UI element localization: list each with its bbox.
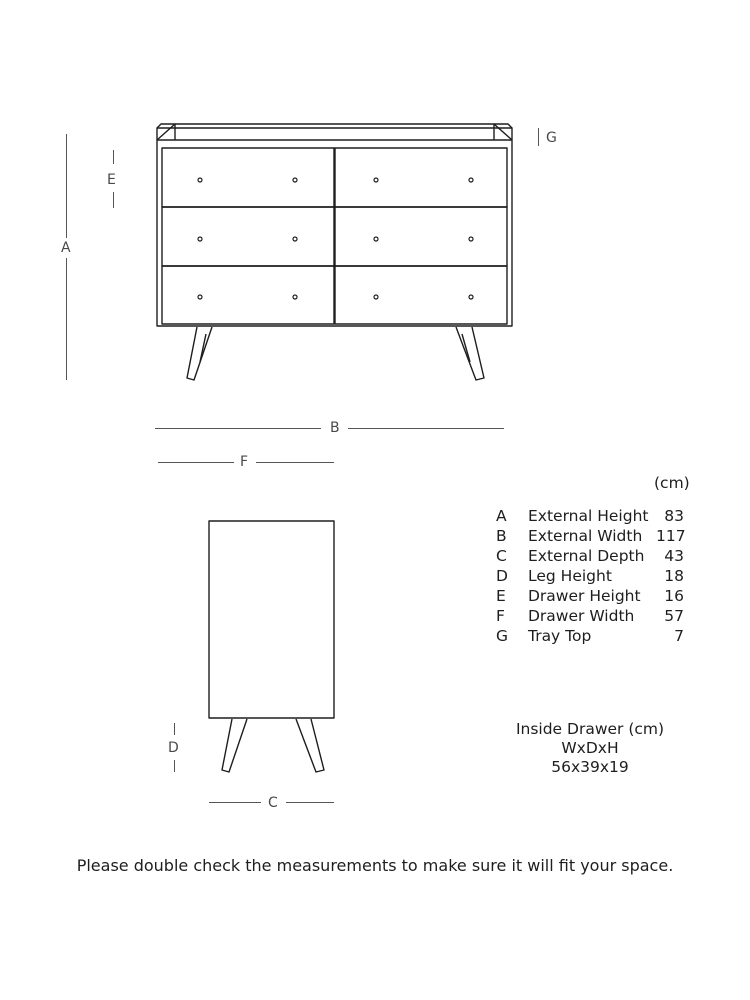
dim-label-f: F [240, 454, 249, 470]
inside-drawer-format: WxDxH [561, 739, 619, 757]
dim-label-b: B [330, 420, 340, 436]
inside-drawer-value: 56x39x19 [551, 758, 629, 776]
row-letter: B [496, 527, 507, 545]
dim-b-line-right [348, 428, 504, 429]
row-name: Tray Top [528, 627, 592, 645]
row-letter: C [496, 547, 507, 565]
dim-b-line-left [155, 428, 321, 429]
dim-label-e: E [107, 172, 116, 188]
table-row [496, 626, 684, 646]
chest-side-view [209, 521, 334, 772]
drawer-right-2 [335, 207, 507, 266]
table-row [496, 526, 684, 546]
row-name: External Depth [528, 547, 645, 565]
row-value: 16 [664, 587, 684, 605]
dim-e-line-top [113, 150, 114, 164]
table-row [496, 566, 684, 586]
row-name: Drawer Height [528, 587, 641, 605]
dim-g-line [538, 128, 539, 146]
dim-label-c: C [268, 795, 278, 811]
dim-f-line-right [256, 462, 334, 463]
dim-label-a: A [61, 240, 71, 256]
dim-c-line-right [286, 802, 334, 803]
row-name: External Height [528, 507, 649, 525]
row-letter: G [496, 627, 509, 645]
dim-label-d: D [168, 740, 179, 756]
row-name: Drawer Width [528, 607, 635, 625]
row-letter: F [496, 607, 505, 625]
measurement-table [496, 506, 684, 646]
row-value: 83 [664, 507, 684, 525]
chest-front-view [157, 124, 512, 380]
row-value: 18 [664, 567, 684, 585]
dim-f-line-left [158, 462, 234, 463]
front-legs [187, 327, 484, 380]
drawer-right-3 [335, 266, 507, 324]
table-row [496, 546, 684, 566]
table-unit: (cm) [654, 474, 690, 492]
dim-d-line-bottom [174, 760, 175, 772]
table-row [496, 506, 684, 526]
row-letter: D [496, 567, 508, 585]
row-value: 57 [664, 607, 684, 625]
row-value: 43 [664, 547, 684, 565]
row-value: 7 [674, 627, 684, 645]
drawer-left-1 [162, 148, 334, 207]
fit-note: Please double check the measurements to make sure it will fit your space. [76, 856, 674, 875]
dim-d-line-top [174, 723, 175, 735]
drawer-left-3 [162, 266, 334, 324]
dim-e-line-bottom [113, 192, 114, 208]
dim-label-g: G [546, 130, 557, 146]
table-row [496, 606, 684, 626]
inside-drawer-info [500, 720, 680, 777]
row-letter: A [496, 507, 507, 525]
row-name: External Width [528, 527, 643, 545]
drawer-right-1 [335, 148, 507, 207]
row-letter: E [496, 587, 506, 605]
row-name: Leg Height [528, 567, 612, 585]
inside-drawer-title: Inside Drawer (cm) [515, 720, 665, 738]
table-row [496, 586, 684, 606]
row-value: 117 [656, 527, 686, 545]
drawer-left-2 [162, 207, 334, 266]
dim-c-line-left [209, 802, 261, 803]
